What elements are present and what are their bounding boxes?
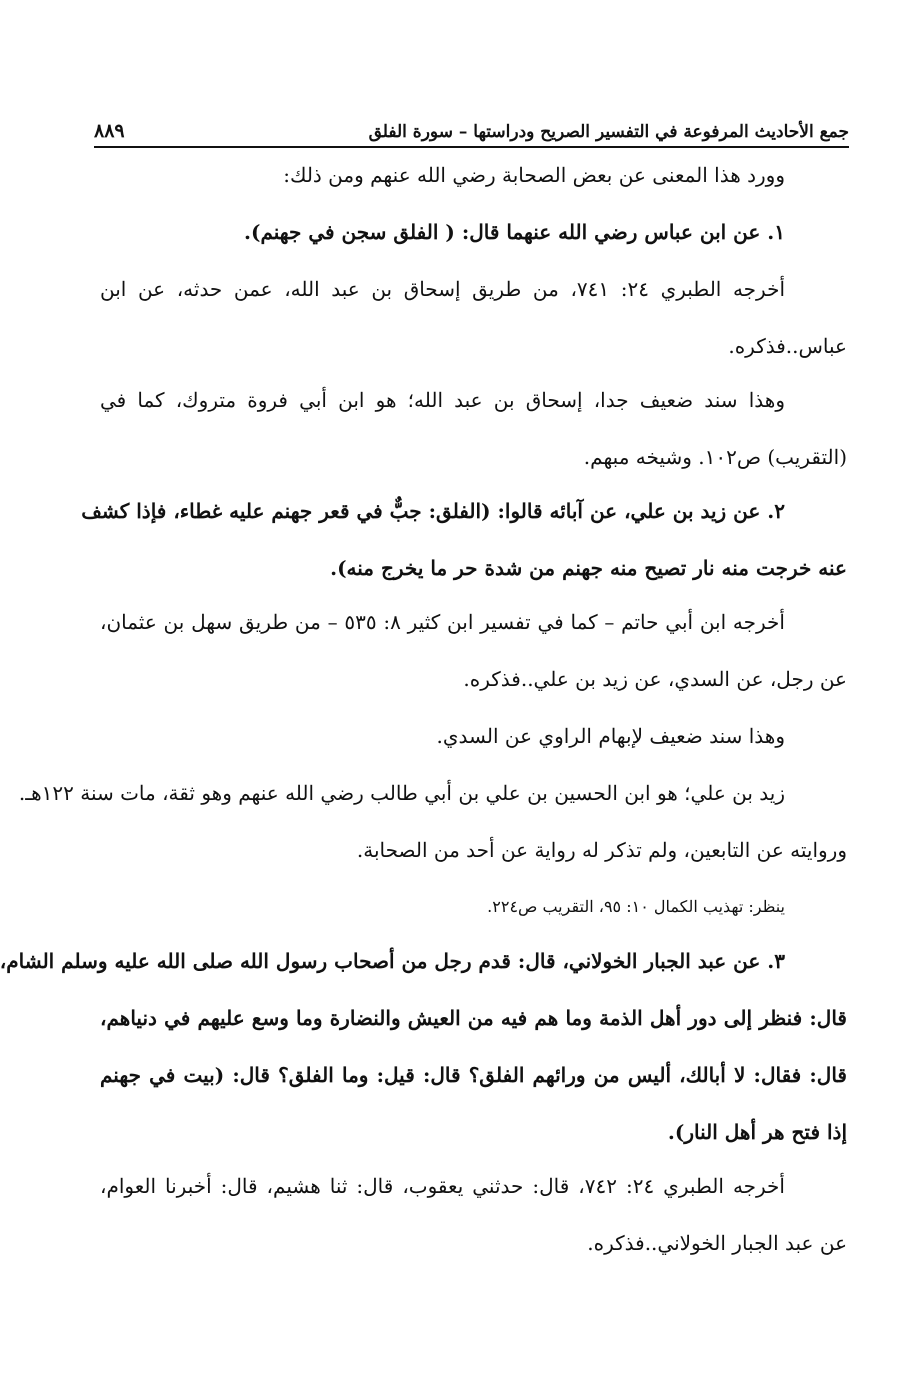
hadith-2-line-1: ٢. عن زيد بن علي، عن آبائه قالوا: (الفلق: جبٌّ في قعر جهنم عليه غطاء، فإذا كشف xyxy=(81,499,785,523)
grading-2: وهذا سند ضعيف لإبهام الراوي عن السدي. xyxy=(436,724,785,748)
page-body xyxy=(0,160,847,1258)
intro-line: وورد هذا المعنى عن بعض الصحابة رضي الله عنهم ومن ذلك: xyxy=(283,163,785,187)
hadith-3-line-1: ٣. عن عبد الجبار الخولاني، قال: قدم رجل من أصحاب رسول الله صلى الله عليه وسلم الشام، xyxy=(0,949,785,973)
narrator-note-line-1: زيد بن علي؛ هو ابن الحسين بن علي بن أبي طالب رضي الله عنهم وهو ثقة، مات سنة ١٢٢هـ. xyxy=(18,781,785,805)
grading-1-line-1: وهذا سند ضعيف جدا، إسحاق بن عبد الله؛ هو ابن أبي فروة متروك، كما في xyxy=(100,388,785,412)
page-number: ٨٨٩ xyxy=(94,120,125,142)
hadith-1: ١. عن ابن عباس رضي الله عنهما قال: ( الفلق سجن في جهنم). xyxy=(244,220,785,244)
takhrij-2-line-1: أخرجه ابن أبي حاتم – كما في تفسير ابن كثير ٨: ٥٣٥ – من طريق سهل بن عثمان، xyxy=(100,610,785,634)
takhrij-2-line-2: عن رجل، عن السدي، عن زيد بن علي..فذكره. xyxy=(463,667,847,691)
takhrij-3-line-1: أخرجه الطبري ٢٤: ٧٤٢، قال: حدثني يعقوب، قال: ثنا هشيم، قال: أخبرنا العوام، xyxy=(100,1174,785,1198)
hadith-3-line-3: قال: فقال: لا أبالك، أليس من ورائهم الفلق؟ قال: قيل: وما الفلق؟ قال: (بيت في جهنم xyxy=(100,1063,847,1087)
running-header xyxy=(94,108,849,148)
hadith-3-line-2: قال: فنظر إلى دور أهل الذمة وما هم فيه من العيش والنضارة وما وسع عليهم في دنياهم، xyxy=(100,1006,847,1030)
grading-1-line-2: (التقريب) ص١٠٢. وشيخه مبهم. xyxy=(583,445,847,469)
hadith-3-line-4: إذا فتح هر أهل النار). xyxy=(667,1120,847,1144)
header-title: جمع الأحاديث المرفوعة في التفسير الصريح ودراستها – سورة الفلق xyxy=(368,122,849,142)
reference-note: ينظر: تهذيب الكمال ١٠: ٩٥، التقريب ص٢٢٤. xyxy=(487,897,785,916)
takhrij-1-line-1: أخرجه الطبري ٢٤: ٧٤١، من طريق إسحاق بن عبد الله، عمن حدثه، عن ابن xyxy=(100,277,785,301)
narrator-note-line-2: وروايته عن التابعين، ولم تذكر له رواية عن أحد من الصحابة. xyxy=(356,838,847,862)
takhrij-3-line-2: عن عبد الجبار الخولاني..فذكره. xyxy=(587,1231,847,1255)
takhrij-1-line-2: عباس..فذكره. xyxy=(728,334,847,358)
hadith-2-line-2: عنه خرجت منه نار تصيح منه جهنم من شدة حر ما يخرج منه). xyxy=(330,556,847,580)
